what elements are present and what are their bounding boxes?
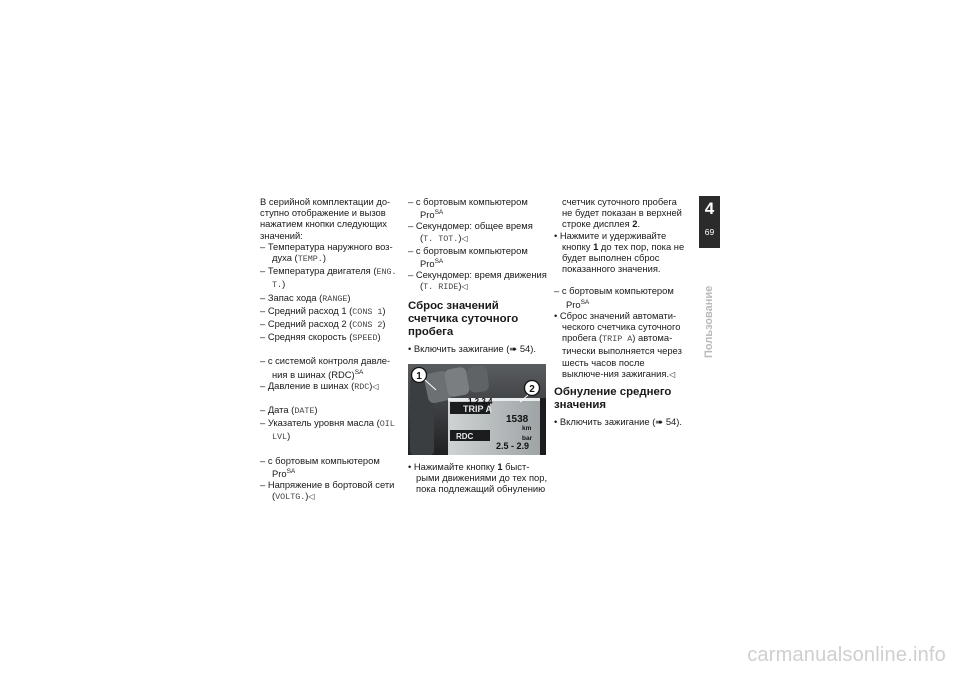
chapter-tab — [699, 196, 720, 248]
instrument-illustration — [408, 364, 546, 455]
section-heading-trip-reset: Сброс значений счетчика суточного пробега — [408, 299, 519, 338]
photo-bar-unit: bar — [522, 434, 533, 442]
item-temp: – Температура наружного воз-духа (TEMP.) — [260, 240, 393, 265]
pro-intro-1: – с бортовым компьютером Pro$^{SA}$ — [408, 196, 528, 221]
auto-reset-note: • Сброс значений автомати-ческого счетчика суточного пробега (TRIP A) автома-тически выполняется через шесть часов после выключе-ния зажигания.◁ — [554, 309, 682, 379]
footer-watermark: carmanualsonline.info — [747, 644, 946, 666]
pro-intro: – с бортовым компьютером Pro$^{SA}$ — [554, 285, 674, 310]
rdc-intro: – с системой контроля давле-ния в шинах (RDC)$^{SA}$ — [260, 355, 391, 380]
callout-2: 2 — [529, 383, 535, 395]
column-3 — [554, 196, 688, 427]
section-heading-average-reset: Обнуление среднего значения — [554, 386, 672, 412]
step-ignition-on: • Включить зажигание (➠ 54). — [408, 342, 536, 354]
step-ignition-on-2: • Включить зажигание (➠ 54). — [554, 416, 682, 428]
chapter-number: 4 — [704, 199, 715, 218]
section-title-vertical: Пользование — [703, 285, 715, 358]
photo-digits: 1 2 3 4 — [468, 396, 493, 406]
item-oil: – Указатель уровня масла (OIL LVL) — [260, 417, 395, 443]
photo-mode-label: TRIP A — [463, 403, 493, 414]
page-number: 69 — [704, 227, 715, 237]
item-speed: – Средняя скорость (SPEED) — [260, 331, 381, 344]
photo-rdc-label: RDC — [456, 431, 474, 441]
item-cons1: – Средний расход 1 (CONS 1) — [260, 304, 386, 317]
step-press-button: • Нажимайте кнопку 1 быст-рыми движениями до тех пор, пока подлежащий обнулению — [408, 460, 548, 495]
item-eng: – Температура двигателя (ENG. T.) — [260, 265, 397, 291]
item-ride-time: – Секундомер: время движения (T. RIDE)◁ — [408, 269, 547, 293]
pro-intro: – с бортовым компьютером Pro$^{SA}$ — [260, 454, 380, 479]
step-hold-button: • Нажмите и удерживайте кнопку 1 до тех пор, пока не будет выполнен сброс показанного значения. — [554, 229, 685, 275]
photo-km-value: 1538 — [506, 413, 529, 425]
intro-text: В серийной комплектации до-ступно отображение и вызов нажатием кнопки следующих значений: — [260, 196, 391, 241]
item-total-time: – Секундомер: общее время (T. TOT.)◁ — [408, 220, 533, 244]
photo-km-unit: km — [522, 424, 532, 432]
callout-1: 1 — [416, 370, 422, 382]
item-cons2: – Средний расход 2 (CONS 2) — [260, 318, 386, 331]
item-date: – Дата (DATE) — [260, 404, 318, 417]
pro-intro-2: – с бортовым компьютером Pro$^{SA}$ — [408, 244, 528, 270]
column-1 — [260, 196, 400, 503]
column-2 — [408, 196, 548, 494]
step-press-continued: счетчик суточного пробега не будет показан в верхней строке дисплея 2. — [562, 196, 682, 230]
item-rdc: – Давление в шинах (RDC)◁ — [260, 379, 379, 392]
instrument-photo — [408, 364, 546, 455]
photo-bar-value: 2.5 - 2.9 — [496, 440, 530, 451]
item-voltage: – Напряжение в бортовой сети (VOLTG.)◁ — [260, 479, 395, 503]
item-range: – Запас хода (RANGE) — [260, 291, 351, 304]
